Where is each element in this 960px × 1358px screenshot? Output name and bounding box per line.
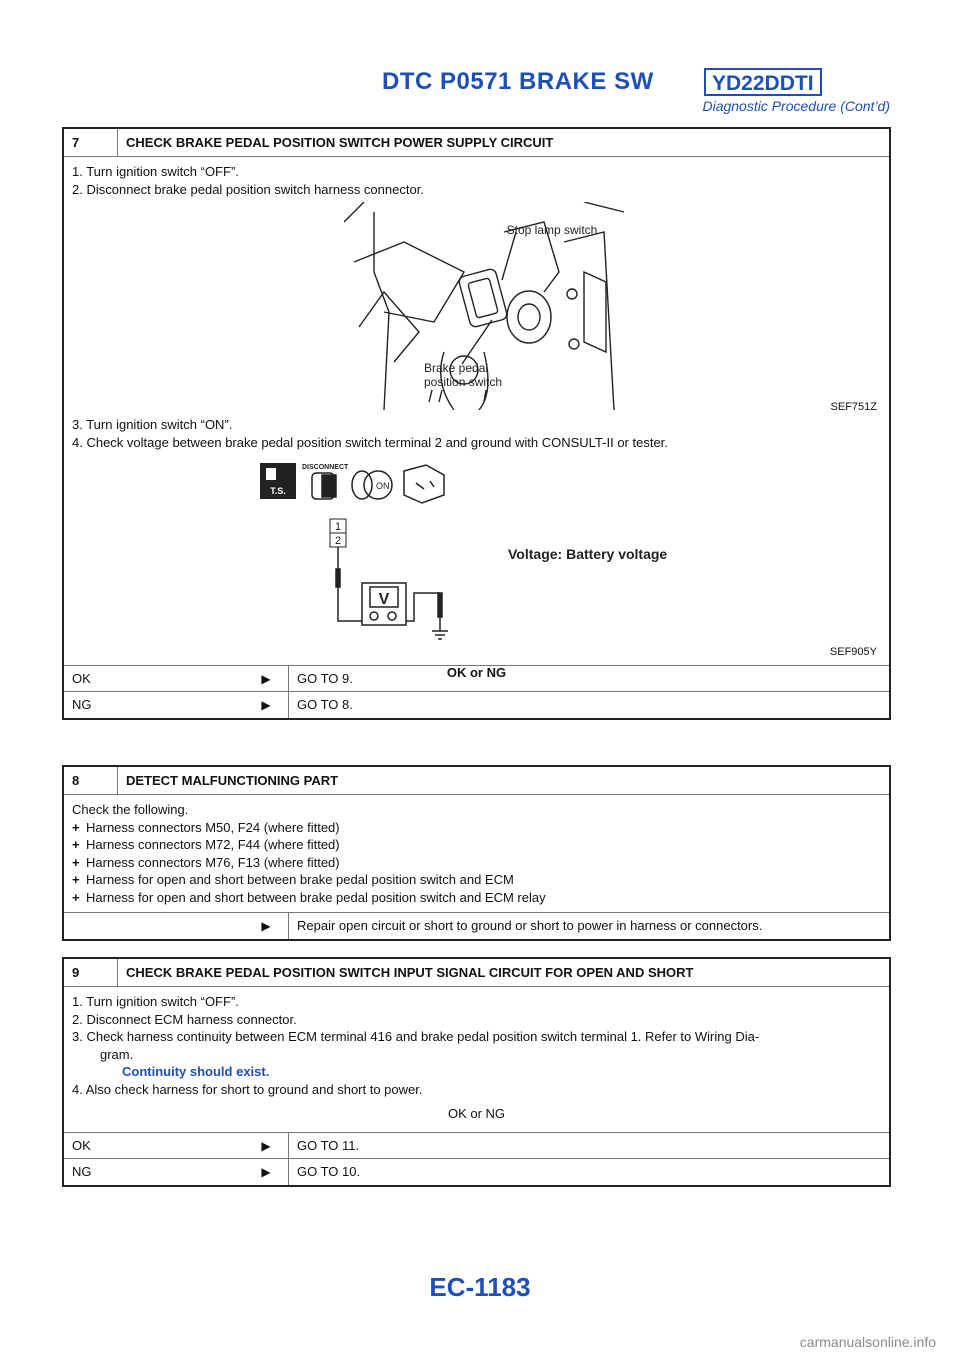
instruction: 4. Also check harness for short to ground and short to power. <box>72 1081 423 1097</box>
result-row-repair <box>64 913 889 939</box>
instruction: 1. Turn ignition switch “OFF”. <box>72 164 239 179</box>
check-item <box>72 854 881 872</box>
on-label: ON <box>376 481 390 491</box>
bullet-icon: + <box>72 854 80 870</box>
page-title: DTC P0571 BRAKE SW <box>382 68 654 95</box>
disconnect-label: DISCONNECT <box>302 464 349 471</box>
arrow-icon: ▶ <box>244 913 289 939</box>
check-item <box>72 819 881 837</box>
step-7-box <box>62 127 891 720</box>
check-item <box>72 889 881 907</box>
brake-pedal-label: Brake pedal <box>424 361 489 375</box>
instruction-continued: gram. <box>100 1046 134 1062</box>
bullet-icon: + <box>72 872 80 887</box>
ok-or-ng-label: OK or NG <box>447 1106 506 1121</box>
page-subtitle: Diagnostic Procedure (Cont’d) <box>702 98 890 114</box>
continuity-spec: Continuity should exist. <box>122 1064 270 1079</box>
ts-icon <box>260 463 296 499</box>
check-item <box>72 836 881 854</box>
voltage-check-drawing <box>254 461 704 661</box>
instruction: 2. Disconnect ECM harness connector. <box>72 1011 297 1027</box>
figure-id: SEF751Z <box>830 400 877 413</box>
result-row-ng <box>64 1159 889 1185</box>
step-title: CHECK BRAKE PEDAL POSITION SWITCH INPUT SIGNAL CIRCUIT FOR OPEN AND SHORT <box>126 965 694 980</box>
instruction: 3. Check harness continuity between ECM terminal 416 and brake pedal position switch terminal 1. Refer to Wiring Dia- <box>72 1029 760 1044</box>
arrow-icon: ▶ <box>244 1133 289 1158</box>
page-number: EC-1183 <box>429 1272 531 1302</box>
instruction: 4. Check voltage between brake pedal position switch terminal 2 and ground with CONSULT-II or tester. <box>72 434 668 450</box>
intro: Check the following. <box>72 802 189 817</box>
result-action: Repair open circuit or short to ground or short to power in harness or connectors. <box>297 918 763 933</box>
voltage-spec: Voltage: Battery voltage <box>508 546 668 562</box>
step-number: 9 <box>64 959 118 986</box>
instruction: 2. Disconnect brake pedal position switch harness connector. <box>72 181 424 197</box>
bullet-icon: + <box>72 837 80 852</box>
step-number: 8 <box>64 767 118 794</box>
terminal-2-label: 2 <box>334 535 342 547</box>
result-label: OK <box>72 1138 91 1153</box>
step-title: DETECT MALFUNCTIONING PART <box>126 773 339 788</box>
result-action: GO TO 11. <box>297 1138 360 1153</box>
check-item-text: Harness for open and short between brake pedal position switch and ECM <box>86 872 514 887</box>
brake-pedal-label: position switch <box>424 375 503 389</box>
watermark: carmanualsonline.info <box>799 1334 936 1350</box>
step-8-header <box>64 767 889 795</box>
connector-plug-icon <box>404 465 444 503</box>
step-number: 7 <box>64 129 118 156</box>
step-8-body <box>64 795 889 913</box>
check-item <box>72 871 881 889</box>
voltage-check-figure <box>72 451 881 661</box>
engine-badge: YD22DDTI <box>704 68 822 96</box>
terminal-1-label: 1 <box>334 521 342 533</box>
meter-label: V <box>378 591 390 608</box>
step-9-header <box>64 959 889 987</box>
stop-lamp-label: Stop lamp switch <box>506 223 598 237</box>
arrow-icon: ▶ <box>244 666 289 691</box>
result-action: GO TO 9. <box>297 671 353 686</box>
step-8-box <box>62 765 891 941</box>
connector-icon <box>312 473 336 499</box>
switch-location-drawing <box>344 202 634 410</box>
result-label <box>64 913 244 939</box>
check-item-text: Harness connectors M76, F13 (where fitted) <box>86 854 340 870</box>
figure-id: SEF905Y <box>829 645 877 658</box>
result-label: OK <box>72 671 91 686</box>
result-label: NG <box>72 1164 92 1179</box>
ignition-key-icon <box>352 471 392 499</box>
result-row-ng <box>64 692 889 718</box>
check-item-text: Harness for open and short between brake pedal position switch and ECM relay <box>86 889 546 905</box>
bullet-icon: + <box>72 889 80 905</box>
bullet-icon: + <box>72 819 80 835</box>
step-9-box <box>62 957 891 1187</box>
step-title: CHECK BRAKE PEDAL POSITION SWITCH POWER SUPPLY CIRCUIT <box>126 135 554 150</box>
result-row-ok <box>64 1133 889 1159</box>
check-item-text: Harness connectors M72, F44 (where fitted) <box>86 837 340 852</box>
instruction: 1. Turn ignition switch “OFF”. <box>72 994 239 1009</box>
step-7-header <box>64 129 889 157</box>
step-9-body <box>64 987 889 1133</box>
result-action: GO TO 10. <box>297 1164 361 1179</box>
arrow-icon: ▶ <box>244 692 289 718</box>
result-label: NG <box>72 697 92 712</box>
ok-or-ng-label: OK or NG <box>446 665 507 680</box>
ts-label: T.S. <box>270 486 286 496</box>
check-item-text: Harness connectors M50, F24 (where fitted) <box>86 819 340 835</box>
arrow-icon: ▶ <box>244 1159 289 1185</box>
instruction: 3. Turn ignition switch “ON”. <box>72 417 233 432</box>
result-action: GO TO 8. <box>297 697 353 712</box>
switch-location-figure <box>72 198 881 416</box>
